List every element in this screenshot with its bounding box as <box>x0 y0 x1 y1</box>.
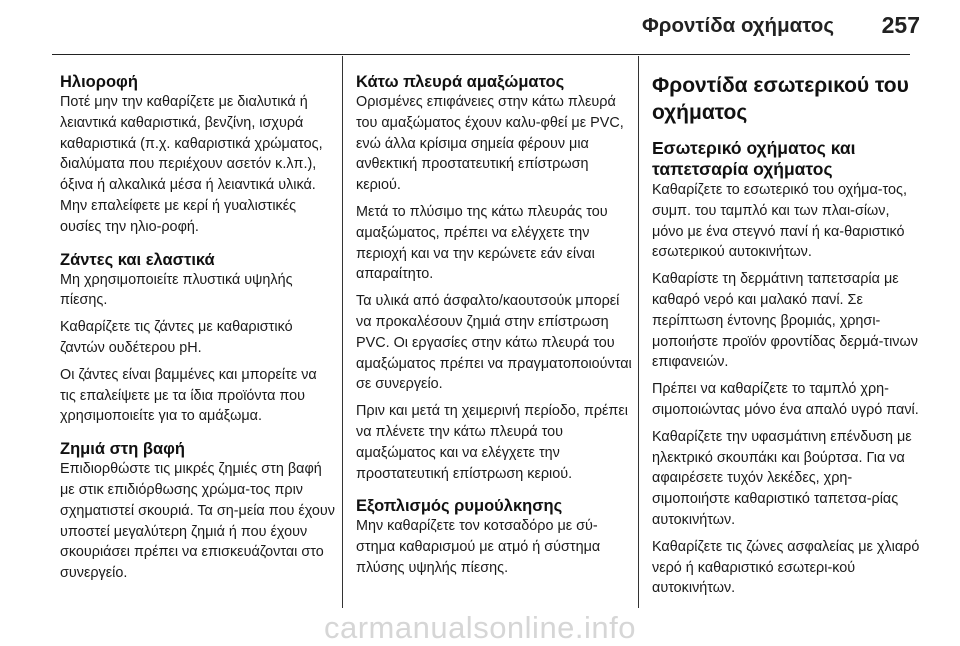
page-header <box>0 0 960 54</box>
paragraph: Τα υλικά από άσφαλτο/καουτσούκ μπορεί να προκαλέσουν ζημιά στην επίστρωση PVC. Οι εργασίες στην κάτω πλευρά του αμαξώματος πρέπει να πραγματοποιούνται σε συνεργείο. <box>356 293 632 393</box>
paragraph: Οι ζάντες είναι βαμμένες και μπορείτε να τις επαλείψετε με τα ίδια προϊόντα που χρησιμοποιείτε για το αμάξωμα. <box>60 366 317 425</box>
paragraph: Ποτέ μην την καθαρίζετε με διαλυτικά ή λειαντικά καθαριστικά, βενζίνη, ισχυρά καθαριστικά (π.χ. καθαριστικά χρώματος, διαλύματα που περιέχουν ασετόν κ.λπ.), όξινα ή αλκαλικά μέσα ή λειαντικά υλικά. Μην επαλείφετε με κερί ή γυαλιστικές ουσίες την ηλιο-ροφή. <box>60 94 323 235</box>
paragraph: Επιδιορθώστε τις μικρές ζημιές στη βαφή με στικ επιδιόρθωσης χρώμα-τος πριν σχηματιστεί σκουριά. Τα ση-μεία που έχουν υποστεί μεγαλύτερη ζημιά ή που έχουν σκουριάσει πρέπει να επισκευάζονται στο συνεργείο. <box>60 461 335 582</box>
column-divider-1 <box>342 56 343 608</box>
column-3 <box>652 72 920 611</box>
column-1 <box>60 72 336 596</box>
section-towing-equipment <box>356 496 632 578</box>
chapter-title: Φροντίδα εσωτερικού του οχήματος <box>652 74 909 124</box>
paragraph: Πριν και μετά τη χειμερινή περίοδο, πρέπει να πλένετε την κάτω πλευρά του αμαξώματος και να ελέγχετε την προστατευτική επίστρωση κεριού. <box>356 403 628 482</box>
section-underbody <box>356 72 632 484</box>
paragraph: Καθαρίζετε τις ζώνες ασφαλείας με χλιαρό νερό ή καθαριστικό εσωτερι-κού αυτοκινήτων. <box>652 538 920 597</box>
section-paint-damage <box>60 439 336 584</box>
section-heading: Κάτω πλευρά αμαξώματος <box>356 73 565 91</box>
section-heading: Εσωτερικό οχήματος και ταπετσαρία οχήματος <box>652 138 856 179</box>
paragraph: Ορισμένες επιφάνειες στην κάτω πλευρά του αμαξώματος έχουν καλυ-φθεί με PVC, ενώ άλλα κρίσιμα σημεία φέρουν μια ανθεκτική προστατευτική επίστρωση κεριού. <box>356 94 624 194</box>
running-header-title: Φροντίδα οχήματος <box>641 14 834 37</box>
paragraph: Καθαρίστε τη δερμάτινη ταπετσαρία με καθαρό νερό και μαλακό πανί. Σε περίπτωση έντονης βρομιάς, χρησι-μοποιήστε προϊόν φροντίδας δερμά-τινων επιφανειών. <box>652 271 918 371</box>
section-sunroof <box>60 72 336 238</box>
paragraph: Καθαρίζετε το εσωτερικό του οχήμα-τος, συμπ. του ταμπλό και των πλαι-σίων, μόνο με ένα στεγνό πανί ή κα-θαριστικό εσωτερικού αυτοκινήτων. <box>652 182 907 261</box>
section-heading: Εξοπλισμός ρυμούλκησης <box>356 497 563 516</box>
column-2 <box>356 72 632 591</box>
paragraph: Καθαρίζετε τις ζάντες με καθαριστικό ζαντών ουδέτερου pH. <box>60 319 293 356</box>
section-heading: Ηλιοροφή <box>60 73 138 91</box>
paragraph: Μετά το πλύσιμο της κάτω πλευράς του αμαξώματος, πρέπει να ελέγχετε την περιοχή και να την κερώνετε εάν είναι απαραίτητο. <box>356 203 608 283</box>
section-interior <box>652 138 920 599</box>
paragraph: Μην καθαρίζετε τον κοτσαδόρο με σύ-στημα καθαρισμού με ατμό ή σύστημα πλύσης υψηλής πίεσης. <box>356 518 601 576</box>
section-wheels-tyres <box>60 250 336 428</box>
paragraph: Καθαρίζετε την υφασμάτινη επένδυση με ηλεκτρικό σκουπάκι και βούρτσα. Για να αφαιρέσετε τυχόν λεκέδες, χρη-σιμοποιήστε καθαριστικό ταπετσα-ρίας αυτοκινήτων. <box>652 428 912 528</box>
paragraph: Μη χρησιμοποιείτε πλυστικά υψηλής πίεσης. <box>60 271 293 309</box>
header-rule <box>52 54 910 55</box>
watermark: carmanualsonline.info <box>323 610 637 645</box>
column-divider-2 <box>638 56 639 608</box>
paragraph: Πρέπει να καθαρίζετε το ταμπλό χρη-σιμοποιώντας μόνο ένα απαλό υγρό πανί. <box>652 381 919 418</box>
section-heading: Ζημιά στη βαφή <box>60 440 185 459</box>
section-heading: Ζάντες και ελαστικά <box>60 250 215 269</box>
page-number: 257 <box>881 12 920 38</box>
